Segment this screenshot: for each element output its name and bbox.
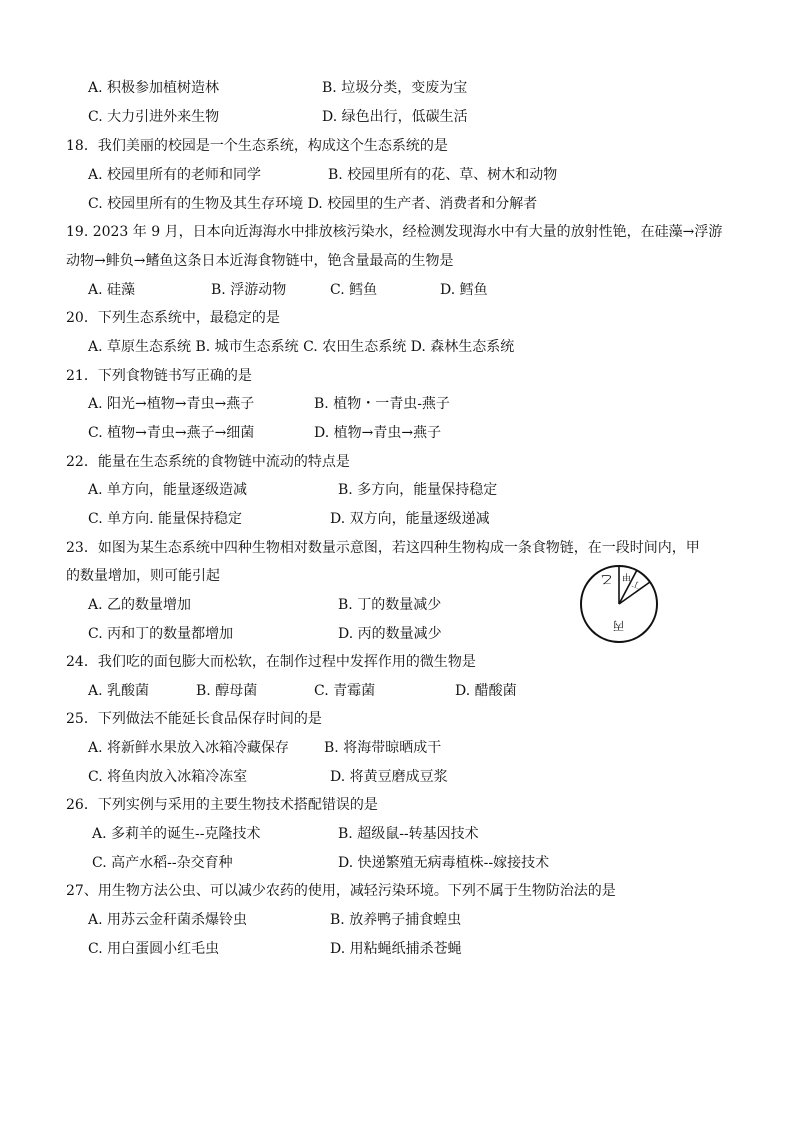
pie-label-ding: 丁	[630, 578, 642, 591]
pie-label-bing: 丙	[613, 619, 624, 632]
q27-option-b: B. 放养鸭子捕食蝗虫	[330, 912, 462, 928]
q20-stem: 20．下列生态系统中，最稳定的是	[66, 310, 280, 326]
q20-options: A. 草原生态系统 B. 城市生态系统 C. 农田生态系统 D. 森林生态系统	[88, 339, 515, 355]
q23-option-d: D. 丙的数量减少	[338, 626, 442, 642]
q26-option-b: B. 超级鼠--转基因技术	[338, 826, 479, 842]
q21-option-c: C. 植物→青虫→燕子→细菌	[88, 425, 255, 441]
q26-option-d: D. 快递繁殖无病毒植株--嫁接技术	[338, 855, 550, 871]
q18-option-cd: C. 校园里所有的生物及其生存环境 D. 校园里的生产者、消费者和分解者	[88, 196, 538, 212]
q19-option-c: C. 鳕鱼	[330, 282, 378, 298]
q24-stem: 24．我们吃的面包膨大而松软，在制作过程中发挥作用的微生物是	[66, 654, 476, 670]
q23-option-c: C. 丙和丁的数量都增加	[88, 626, 234, 642]
q23-option-b: B. 丁的数量减少	[338, 597, 442, 613]
q19-option-a: A. 硅藻	[88, 282, 136, 298]
pie-label-yi: 乙	[601, 573, 612, 586]
q21-option-b: B. 植物・一青虫-燕子	[314, 396, 450, 412]
q19-option-b: B. 浮游动物	[211, 282, 287, 298]
q18-stem: 18．我们美丽的校园是一个生态系统，构成这个生态系统的是	[66, 138, 448, 154]
q24-option-b: B. 醇母菌	[196, 683, 258, 699]
q17-option-b: B. 垃圾分类，变废为宝	[322, 80, 468, 96]
q22-option-d: D. 双方向，能量逐级递减	[330, 511, 490, 527]
q24-option-a: A. 乳酸菌	[88, 683, 150, 699]
q23-option-a: A. 乙的数量增加	[88, 597, 192, 613]
q22-option-c: C. 单方向. 能量保持稳定	[88, 511, 243, 527]
q27-option-d: D. 用粘蝇纸捕杀苍蝇	[330, 941, 462, 957]
q17-option-c: C. 大力引进外来生物	[88, 109, 220, 125]
q22-option-b: B. 多方向，能量保持稳定	[338, 482, 498, 498]
q18-option-a: A. 校园里所有的老师和同学	[88, 167, 262, 183]
q19-stem-line1: 19. 2023 年 9 月，日本向近海海水中排放核污染水，经检测发现海水中有大量的放射性铯，在硅藻→浮游	[66, 224, 723, 240]
q22-option-a: A. 单方向，能量逐级造减	[88, 482, 248, 498]
q19-option-d: D. 鳕鱼	[440, 282, 488, 298]
pie-label-jia: 甲	[621, 571, 631, 581]
q25-option-c: C. 将鱼肉放入冰箱冷冻室	[88, 769, 248, 785]
q23-stem-line1: 23．如图为某生态系统中四种生物相对数量示意图，若这四种生物构成一条食物链，在一段时间内，甲	[66, 540, 700, 556]
q24-option-c: C. 青霉菌	[314, 683, 376, 699]
population-pie-diagram	[578, 562, 662, 646]
q21-stem: 21．下列食物链书写正确的是	[66, 368, 252, 384]
q25-option-b: B. 将海带晾晒成干	[324, 740, 442, 756]
q26-option-a: A. 多莉羊的诞生--克隆技术	[92, 826, 261, 842]
q22-stem: 22．能量在生态系统的食物链中流动的特点是	[66, 454, 350, 470]
q25-option-d: D. 将黄豆磨成豆浆	[330, 769, 448, 785]
q26-option-c: C. 高产水稻--杂交育种	[92, 855, 233, 871]
q21-option-a: A. 阳光→植物→青虫→燕子	[88, 396, 255, 412]
q19-stem-line2: 动物→鲱负→鳍鱼这条日本近海食物链中，铯含量最高的生物是	[66, 253, 454, 269]
q27-stem: 27、用生物方法公虫、可以减少农药的使用，减轻污染环境。下列不属于生物防治法的是	[66, 883, 616, 899]
q27-option-a: A. 用苏云金秆菌杀爆铃虫	[88, 912, 248, 928]
q17-option-d: D. 绿色出行，低碳生活	[322, 109, 468, 125]
q21-option-d: D. 植物→青虫→燕子	[314, 425, 442, 441]
q26-stem: 26．下列实例与采用的主要生物技术搭配错误的是	[66, 797, 378, 813]
q18-option-b: B. 校园里所有的花、草、树木和动物	[328, 167, 558, 183]
q25-stem: 25．下列做法不能延长食品保存时间的是	[66, 711, 322, 727]
q23-stem-line2: 的数量增加，则可能引起	[66, 568, 220, 584]
q25-option-a: A. 将新鲜水果放入冰箱冷藏保存	[88, 740, 290, 756]
q24-option-d: D. 醋酸菌	[455, 683, 517, 699]
q17-option-a: A. 积极参加植树造林	[88, 80, 220, 96]
q27-option-c: C. 用白蛋圆小红毛虫	[88, 941, 220, 957]
